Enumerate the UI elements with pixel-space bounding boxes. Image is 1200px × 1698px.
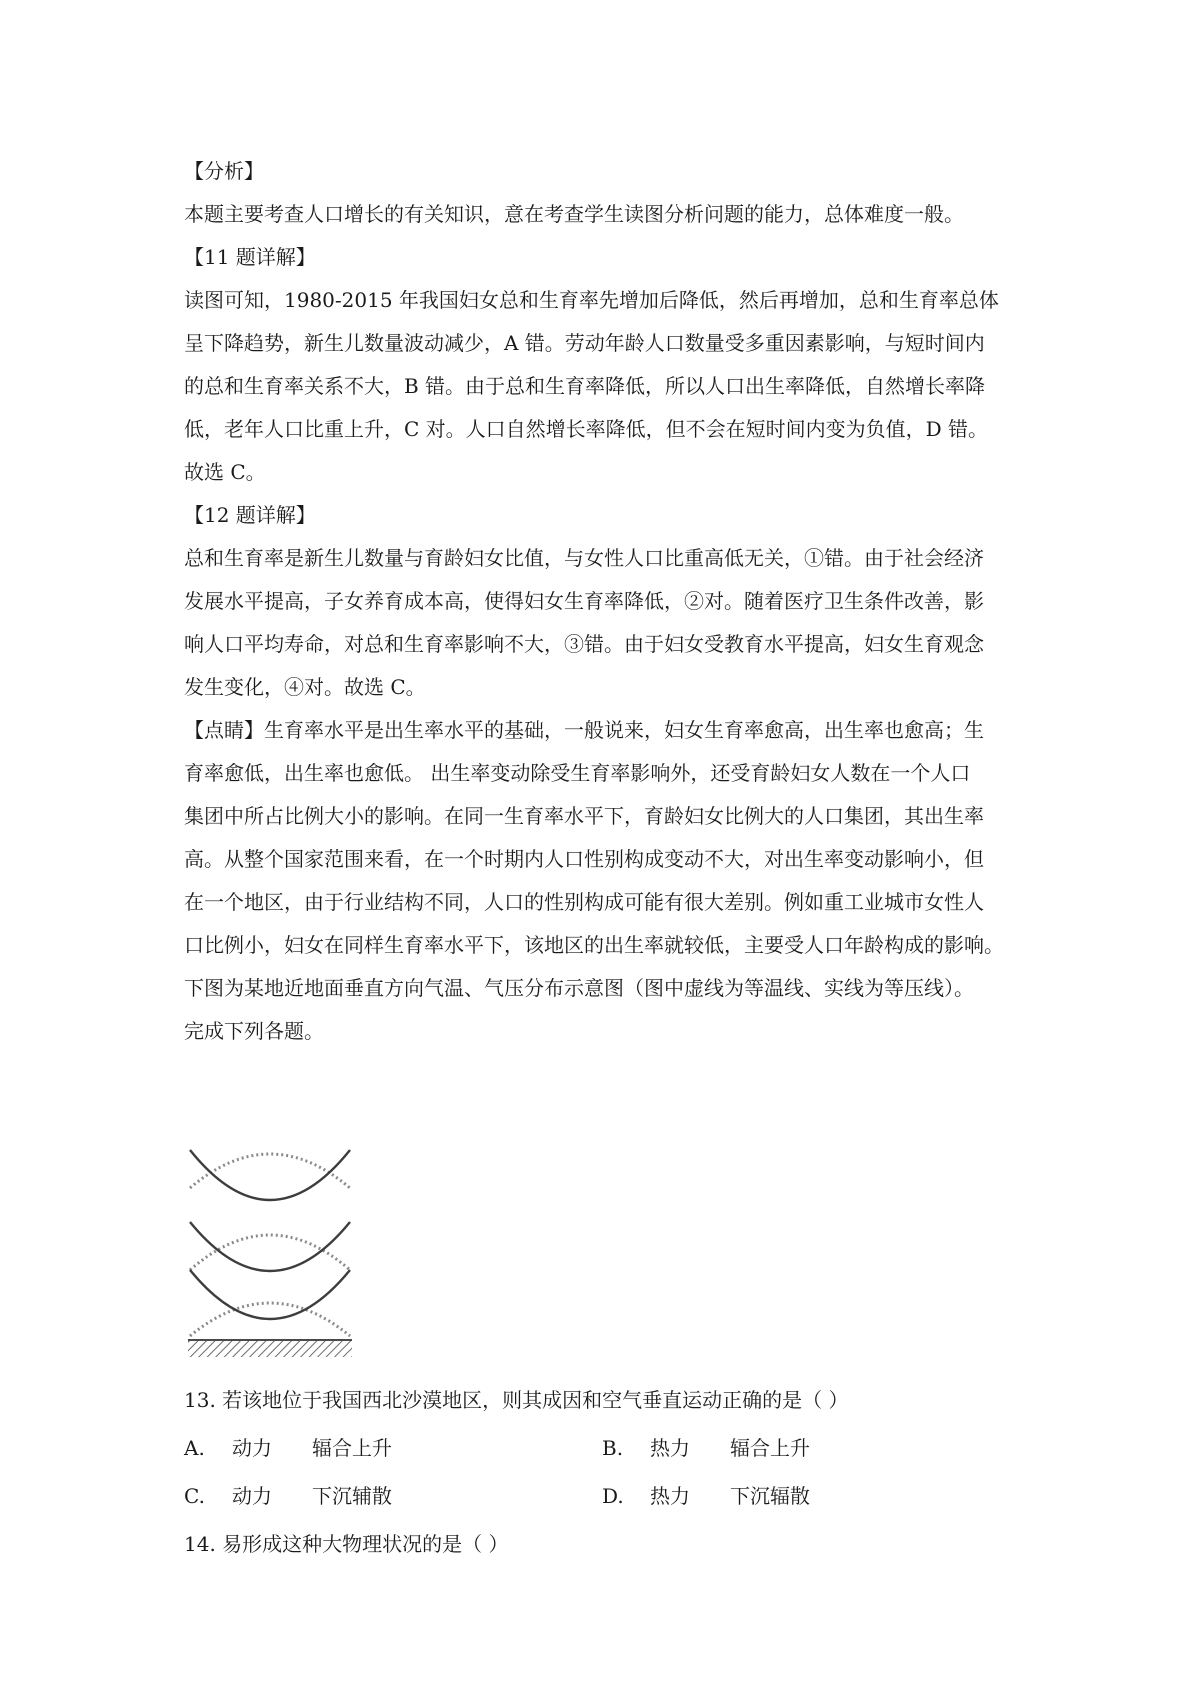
q14-stem: 14. 易形成这种大物理状况的是（ ） [184, 1532, 509, 1556]
tip-line: 在一个地区，由于行业结构不同，人口的性别构成可能有很大差别。例如重工业城市女性人 [184, 890, 984, 914]
option-word2: 下沉辅散 [312, 1484, 392, 1508]
ground-hatch [188, 1341, 352, 1357]
q12-heading: 【12 题详解】 [184, 503, 316, 527]
question-intro [184, 967, 1044, 1053]
option-word1: 动力 [232, 1436, 272, 1460]
tip-line: 口比例小，妇女在同样生育率水平下，该地区的出生率就较低，主要受人口年龄构成的影响。 [184, 933, 1004, 957]
analysis-heading: 【分析】 [184, 159, 264, 183]
isobar-isotherm-figure [186, 1140, 354, 1372]
tip-line: 育率愈低，出生率也愈低。 出生率变动除受生育率影响外，还受育龄妇女人数在一个人口 [184, 761, 971, 785]
figure-svg [186, 1140, 354, 1372]
q13-options-row-1 [184, 1424, 1044, 1472]
isobar-solid-2 [190, 1222, 350, 1271]
option-word1: 热力 [650, 1484, 690, 1508]
q11-line: 低，老年人口比重上升，C 对。人口自然增长率降低，但不会在短时间内变为负值，D 错。 [184, 417, 989, 441]
q13-option-d[interactable] [602, 1472, 810, 1520]
q11-line: 呈下降趋势，新生儿数量波动减少，A 错。劳动年龄人口数量受多重因素影响，与短时间内 [184, 331, 985, 355]
q12-line: 响人口平均寿命，对总和生育率影响不大，③错。由于妇女受教育水平提高，妇女生育观念 [184, 632, 984, 656]
analysis-section [184, 150, 1044, 1053]
option-word2: 辐合上升 [730, 1436, 810, 1460]
tip-line: 【点睛】生育率水平是出生率水平的基础，一般说来，妇女生育率愈高，出生率也愈高；生 [184, 718, 984, 742]
q13-stem: 13. 若该地位于我国西北沙漠地区，则其成因和空气垂直运动正确的是（ ） [184, 1388, 849, 1412]
q13-option-b[interactable] [602, 1424, 810, 1472]
option-letter: C. [184, 1484, 205, 1508]
q11-heading: 【11 题详解】 [184, 245, 316, 269]
q11-line: 故选 C。 [184, 460, 266, 484]
option-letter: D. [602, 1484, 624, 1508]
option-word1: 动力 [232, 1484, 272, 1508]
intro-line: 完成下列各题。 [184, 1019, 324, 1043]
option-word1: 热力 [650, 1436, 690, 1460]
q11-line: 读图可知，1980-2015 年我国妇女总和生育率先增加后降低，然后再增加，总和生育率总体 [184, 288, 999, 312]
option-word2: 辐合上升 [312, 1436, 392, 1460]
q12-explanation [184, 537, 1044, 709]
q13-option-a[interactable] [184, 1424, 392, 1472]
intro-line: 下图为某地近地面垂直方向气温、气压分布示意图（图中虚线为等温线、实线为等压线）。 [184, 976, 974, 1000]
analysis-text: 本题主要考查人口增长的有关知识，意在考查学生读图分析问题的能力，总体难度一般。 [184, 202, 964, 226]
q13-option-c[interactable] [184, 1472, 392, 1520]
isobar-solid-3 [190, 1270, 350, 1319]
q12-line: 发展水平提高，子女养育成本高，使得妇女生育率降低，②对。随着医疗卫生条件改善，影 [184, 589, 984, 613]
isobar-solid-1 [190, 1150, 350, 1200]
q13-options-row-2 [184, 1472, 1044, 1520]
questions [184, 1376, 1044, 1568]
isotherm-dashed-1 [190, 1154, 350, 1188]
option-letter: B. [602, 1436, 624, 1460]
tip-line: 集团中所占比例大小的影响。在同一生育率水平下，育龄妇女比例大的人口集团，其出生率 [184, 804, 984, 828]
option-word2: 下沉辐散 [730, 1484, 810, 1508]
isotherm-dashed-2 [190, 1235, 350, 1270]
q12-line: 发生变化，④对。故选 C。 [184, 675, 426, 699]
tip-line: 高。从整个国家范围来看，在一个时期内人口性别构成变动不大，对出生率变动影响小，但 [184, 847, 984, 871]
option-letter: A. [184, 1436, 205, 1460]
q11-explanation [184, 279, 1044, 494]
q12-line: 总和生育率是新生儿数量与育龄妇女比值，与女性人口比重高低无关，①错。由于社会经济 [184, 546, 984, 570]
tip-section [184, 709, 1044, 967]
q11-line: 的总和生育率关系不大，B 错。由于总和生育率降低，所以人口出生率降低，自然增长率降 [184, 374, 986, 398]
